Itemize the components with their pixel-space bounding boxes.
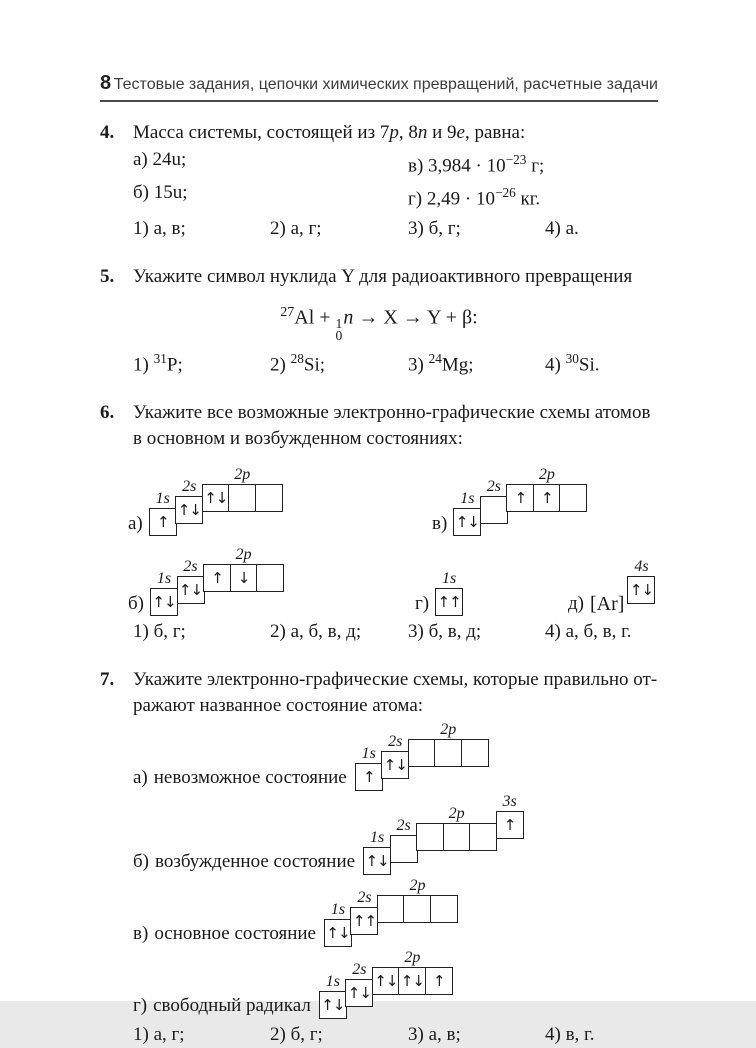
orbital-box-row [150,588,178,616]
question-text-line2: в основном и возбужденном состояниях: [133,428,463,450]
orbital-shell-2p [372,950,453,995]
orbital-shell-label: 1s [460,490,475,508]
orbital-box-up: ↑ [149,508,177,536]
orbital-box-paired: ↑↓ [372,967,400,995]
orbital-box-paired: ↑↓ [453,508,481,536]
orbital-shell-1s [319,974,347,1019]
orbital-box-empty [255,484,283,512]
orbital-shell-1s [149,491,177,536]
orbital-box-empty [443,823,471,851]
answer-choice-3: 3) а, в; [408,1024,461,1046]
orbital-diagram-b [128,547,284,616]
orbital-box-row [372,967,453,995]
orbital-shell-2s [381,734,409,779]
state-label: возбужденное состояние [155,851,356,873]
orbital-box-row [345,979,373,1007]
running-header [100,72,658,102]
orbital-box-paired: ↑↓ [345,979,373,1007]
question-text: Масса системы, состоящей из 7p, 8n и 9e, равна: [133,122,526,143]
answer-choice-1: 1) а, г; [133,1024,185,1046]
orbital-shell-label: 2p [440,721,457,739]
orbital-box-up: ↑ [203,564,231,592]
question-text-line2: ражают названное состояние атома: [133,695,424,717]
orbital-box-row [175,496,203,524]
nuclear-equation: $^{27}$Al + 1 0 n → X → Y + β: [280,304,478,343]
orbital-box-row [627,576,655,604]
orbital-shell-3s [496,794,524,839]
orbital-shell-2s [390,818,418,863]
orbital-box-row [202,484,283,512]
orbital-box-empty [390,835,418,863]
orbital-box-row [506,484,587,512]
answer-choice-4: 4) в, г. [545,1024,595,1046]
answer-choice-4: 4) а, б, в, г. [545,621,632,643]
orbital-box-row [149,508,177,536]
question-4 [100,120,658,242]
answer-choice-1: 1) а, в; [133,217,186,239]
orbital-box-row [355,763,383,791]
orbital-shell-2s [175,479,203,524]
orbital-shell-label: 2p [234,466,251,484]
answer-choice-2: 2) б, г; [270,1024,323,1046]
orbital-shell-label: 2p [235,546,252,564]
orbital-box-row [435,588,463,616]
orbital-shell-label: 2p [404,949,421,967]
orbital-shell-label: 2s [352,961,367,979]
state-label: свободный радикал [153,995,311,1017]
diagram-row-2 [100,542,658,616]
option-key: б) [133,851,149,873]
state-item-b [133,794,658,875]
orbital-shell-label: 1s [325,973,340,991]
answer-choice-2: 2) а, б, в, д; [270,621,362,643]
orbital-shell-label: 2s [388,733,403,751]
orbital-box-up: ↑ [496,811,524,839]
orbital-box-empty [559,484,587,512]
orbital-box-paired: ↑↓ [319,991,347,1019]
orbital-shell-2s [480,479,508,524]
question-number: 5. [100,265,115,287]
question-text [133,667,658,719]
option-key: б) [128,593,144,615]
options-grid [100,146,658,213]
orbital-shell-label: 2s [357,889,372,907]
orbital-box-row [350,907,378,935]
diagram-row-1 [100,458,658,536]
answer-choice-4: 4) $^{30}$Si. [545,351,600,376]
question-7 [100,667,658,1048]
orbital-box-empty [469,823,497,851]
orbital-shell-label: 2p [448,805,465,823]
option-key: в) [432,513,448,535]
orbital-box-row [408,739,489,767]
orbital-box-row [319,991,347,1019]
state-label: невозможное состояние [153,767,347,789]
orbital-box-empty [377,895,405,923]
orbital-shell-1s [363,830,391,875]
orbital-shell-2s [350,890,378,935]
orbital-box-up: ↑ [533,484,561,512]
orbital-shell-label: 2p [538,466,555,484]
answer-choice-1: 1) $^{31}$P; [133,351,183,376]
orbital-box-empty [416,823,444,851]
answer-choice-3: 3) б, г; [408,217,461,239]
orbital-box-paired: ↑↓ [175,496,203,524]
orbital-shell-label: 1s [369,829,385,847]
orbital-box-row [177,576,205,604]
question-number: 6. [100,402,115,424]
option-key: д) [568,593,584,615]
orbital-diagram-a [128,467,283,536]
orbital-diagram-d [568,559,655,616]
orbital-box-down: ↓ [230,564,258,592]
orbital-box-row [381,751,409,779]
orbital-box-double-up: ↑↑ [435,588,463,616]
orbital-box-up: ↑ [425,967,453,995]
noble-gas-core-label: [Ar] [590,593,625,616]
orbital-diagram [435,571,463,616]
state-item-v [133,878,658,947]
orbital-diagram [453,467,587,536]
option-b: б) 15u; [133,182,188,204]
running-header-title: Тестовые задания, цепочки химических превращений, расчетные задачи [113,76,658,93]
orbital-box-empty [461,739,489,767]
orbital-shell-label: 2s [182,478,197,496]
orbital-box-row [496,811,524,839]
orbital-box-row [416,823,497,851]
orbital-shell-2s [345,962,373,1007]
orbital-box-up: ↑ [506,484,534,512]
option-a: а) 24u; [133,149,187,170]
orbital-diagram [355,722,489,791]
option-key: а) [128,513,143,535]
orbital-box-paired: ↑↓ [627,576,655,604]
orbital-box-empty [256,564,284,592]
orbital-box-paired: ↑↓ [177,576,205,604]
state-label: основное состояние [154,923,316,945]
state-item-a [133,722,658,791]
orbital-box-row [324,919,352,947]
orbital-shell-4s [627,559,655,604]
answer-row [100,1022,658,1048]
question-text-line1: Укажите все возможные электронно-графические схемы атомов [133,402,651,424]
orbital-box-empty [403,895,431,923]
answer-choice-3: 3) $^{24}$Mg; [408,351,474,376]
orbital-box-empty [408,739,436,767]
orbital-shell-2p [202,467,283,512]
orbital-shell-label: 2p [409,877,426,895]
orbital-shell-label: 1s [330,901,346,919]
orbital-shell-label: 3s [502,793,517,811]
orbital-box-empty [228,484,256,512]
question-4-head [100,120,658,146]
option-g: г) $2,49 \cdot 10^{-26}$ кг. [408,185,541,210]
orbital-box-empty [430,895,458,923]
orbital-shell-1s [435,571,463,616]
orbital-diagram [319,950,453,1019]
orbital-box-paired: ↑↓ [202,484,230,512]
orbital-diagram [363,794,524,875]
answer-choice-4: 4) а. [545,217,579,239]
orbital-box-double-up: ↑↑ [350,907,378,935]
orbital-shell-2p [506,467,587,512]
option-v: в) $3,984 \cdot 10^{-23}$ г; [408,152,545,177]
orbital-diagram [590,559,655,616]
orbital-shell-2s [177,559,205,604]
question-7-head [100,667,658,719]
option-key: г) [133,995,148,1017]
orbital-box-row [390,835,418,863]
orbital-shell-label: 2s [486,478,501,496]
question-text: Укажите символ нуклида Y для радиоактивного превращения [133,265,633,287]
answer-choice-1: 1) б, г; [133,621,186,643]
question-5 [100,264,658,379]
orbital-shell-label: 4s [634,558,649,576]
question-number: 4. [100,122,115,143]
orbital-box-empty [434,739,462,767]
orbital-box-paired: ↑↓ [381,751,409,779]
answer-row [100,346,658,378]
question-6-head [100,400,658,452]
question-number: 7. [100,669,115,691]
orbital-diagram [149,467,283,536]
orbital-shell-1s [150,571,178,616]
question-text [133,400,658,452]
orbital-shell-1s [324,902,352,947]
orbital-box-paired: ↑↓ [363,847,391,875]
orbital-box-paired: ↑↓ [150,588,178,616]
question-text-line1: Укажите электронно-графические схемы, которые правильно от- [133,669,658,691]
orbital-shell-label: 2s [183,558,198,576]
orbital-box-empty [480,496,508,524]
orbital-diagram-v [432,467,587,536]
question-6 [100,400,658,645]
orbital-shell-1s [453,491,481,536]
option-key: а) [133,767,148,789]
answer-choice-3: 3) б, в, д; [408,621,482,643]
orbital-diagram-g [415,571,463,616]
state-item-g [133,950,658,1019]
orbital-shell-label: 1s [442,570,457,588]
orbital-diagram [324,878,458,947]
option-key: г) [415,593,430,615]
orbital-box-paired: ↑↓ [324,919,352,947]
orbital-diagram [150,547,284,616]
orbital-shell-2p [377,878,458,923]
answer-row [100,216,658,242]
orbital-shell-label: 1s [155,490,170,508]
orbital-shell-label: 1s [156,570,172,588]
orbital-box-row [453,508,481,536]
answer-choice-2: 2) $^{28}$Si; [270,351,325,376]
orbital-shell-2p [203,547,284,592]
orbital-shell-label: 1s [361,745,376,763]
orbital-box-row [203,564,284,592]
orbital-box-row [377,895,458,923]
answer-row [100,619,658,645]
option-key: в) [133,923,149,945]
orbital-shell-1s [355,746,383,791]
answer-choice-2: 2) а, г; [270,217,322,239]
orbital-box-up: ↑ [355,763,383,791]
orbital-box-row [363,847,391,875]
orbital-shell-2p [408,722,489,767]
page-number: 8 [100,72,112,94]
question-5-head [100,264,658,290]
orbital-shell-label: 2s [396,817,411,835]
orbital-shell-2p [416,806,497,851]
orbital-box-row [480,496,508,524]
orbital-box-paired: ↑↓ [398,967,426,995]
